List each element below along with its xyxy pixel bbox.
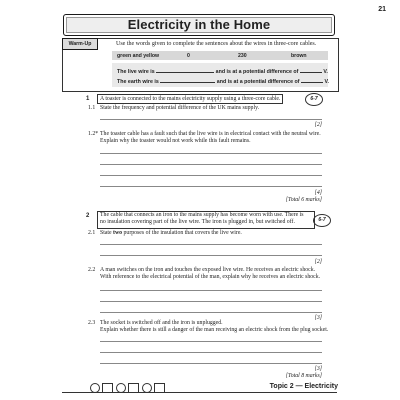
answer-line[interactable] <box>100 301 322 302</box>
sentence-text: The live wire is <box>117 69 155 75</box>
grade-icon: 6-7 <box>313 214 331 227</box>
sentence-text: and is at a potential difference of <box>216 79 300 85</box>
answer-line[interactable] <box>100 119 322 120</box>
page-title: Electricity in the Home <box>127 17 271 32</box>
blank-live-pd[interactable] <box>300 67 322 73</box>
answer-line[interactable] <box>100 352 322 353</box>
word-bank-item: 0 <box>187 52 190 59</box>
marks: [2] <box>314 259 322 265</box>
part-text: Explain why the toaster would not work while this fault remains. <box>100 138 251 144</box>
answer-line[interactable] <box>100 290 322 291</box>
sentence-text: The earth wire is <box>117 79 159 85</box>
warmup-sentence-2 <box>117 77 329 85</box>
marks: [4] <box>314 190 322 196</box>
footer-divider <box>62 392 337 393</box>
unit-text: V. <box>324 79 329 85</box>
sentence-text: and is at a potential difference of <box>215 69 299 75</box>
answer-line[interactable] <box>100 255 322 256</box>
word-bank-item: 230 <box>238 52 247 59</box>
question-stem: The cable that connects an iron to the mains supply has become worn with use. There is <box>100 212 304 218</box>
answer-line[interactable] <box>100 186 322 187</box>
part-number: 2.3 <box>88 320 96 326</box>
part-text: The socket is switched off and the iron is unplugged. <box>100 320 223 326</box>
question-stem: A toaster is connected to the mains electricity supply using a three-core cable. <box>97 94 283 104</box>
part-text <box>100 230 242 237</box>
blank-live-colour[interactable] <box>156 67 214 73</box>
blank-earth-pd[interactable] <box>301 77 323 83</box>
warmup-instruction: Use the words given to complete the sentences about the wires in three-core cables. <box>116 41 317 47</box>
answer-line[interactable] <box>100 363 322 364</box>
marks: [3] <box>314 366 322 372</box>
part-text: The toaster cable has a fault such that the live wire is in electrical contact with the neutral wire. <box>100 131 321 137</box>
part-text: State the frequency and potential difference of the UK mains supply. <box>100 105 260 111</box>
answer-line[interactable] <box>100 164 322 165</box>
marks: [3] <box>314 315 322 321</box>
answer-line[interactable] <box>100 175 322 176</box>
part-number: 2.1 <box>88 230 96 236</box>
question-number: 1 <box>86 96 90 102</box>
topic-footer: Topic 2 — Electricity <box>269 383 338 390</box>
part-text-segment: State <box>100 230 112 236</box>
part-text: A man switches on the iron and touches the exposed live wire. He receives an electric shock. <box>100 267 316 273</box>
answer-line[interactable] <box>100 153 322 154</box>
word-bank-item: green and yellow <box>117 52 160 59</box>
question-number: 2 <box>86 213 90 219</box>
word-bank-item: brown <box>291 52 307 59</box>
page-number: 21 <box>378 6 386 13</box>
marks: [2] <box>314 122 322 128</box>
part-text: With reference to the electrical potential of the man, explain why he receives an electric shock. <box>100 274 321 280</box>
part-number: 1.2* <box>88 131 99 137</box>
grade-icon: 6-7 <box>305 93 323 106</box>
part-text-emphasis: two <box>113 230 123 236</box>
answer-line[interactable] <box>100 341 322 342</box>
answer-line[interactable] <box>100 244 322 245</box>
blank-earth-colour[interactable] <box>160 77 215 83</box>
total-marks: [Total 8 marks] <box>285 373 322 379</box>
question-stem: no insulation covering part of the live wire. The iron is plugged in, but switched off. <box>100 219 295 225</box>
warmup-badge: Warm-Up <box>62 38 98 50</box>
part-text-segment: purposes of the insulation that covers the live wire. <box>123 230 242 236</box>
answer-line[interactable] <box>100 312 322 313</box>
part-number: 1.1 <box>88 105 96 111</box>
warmup-sentence-1 <box>117 67 328 75</box>
title-banner <box>63 14 335 36</box>
part-text: Explain whether there is still a danger of the man receiving an electric shock from the plug socket. <box>100 327 329 333</box>
part-number: 2.2 <box>88 267 96 273</box>
unit-text: V. <box>323 69 328 75</box>
total-marks: [Total 6 marks] <box>285 197 322 203</box>
